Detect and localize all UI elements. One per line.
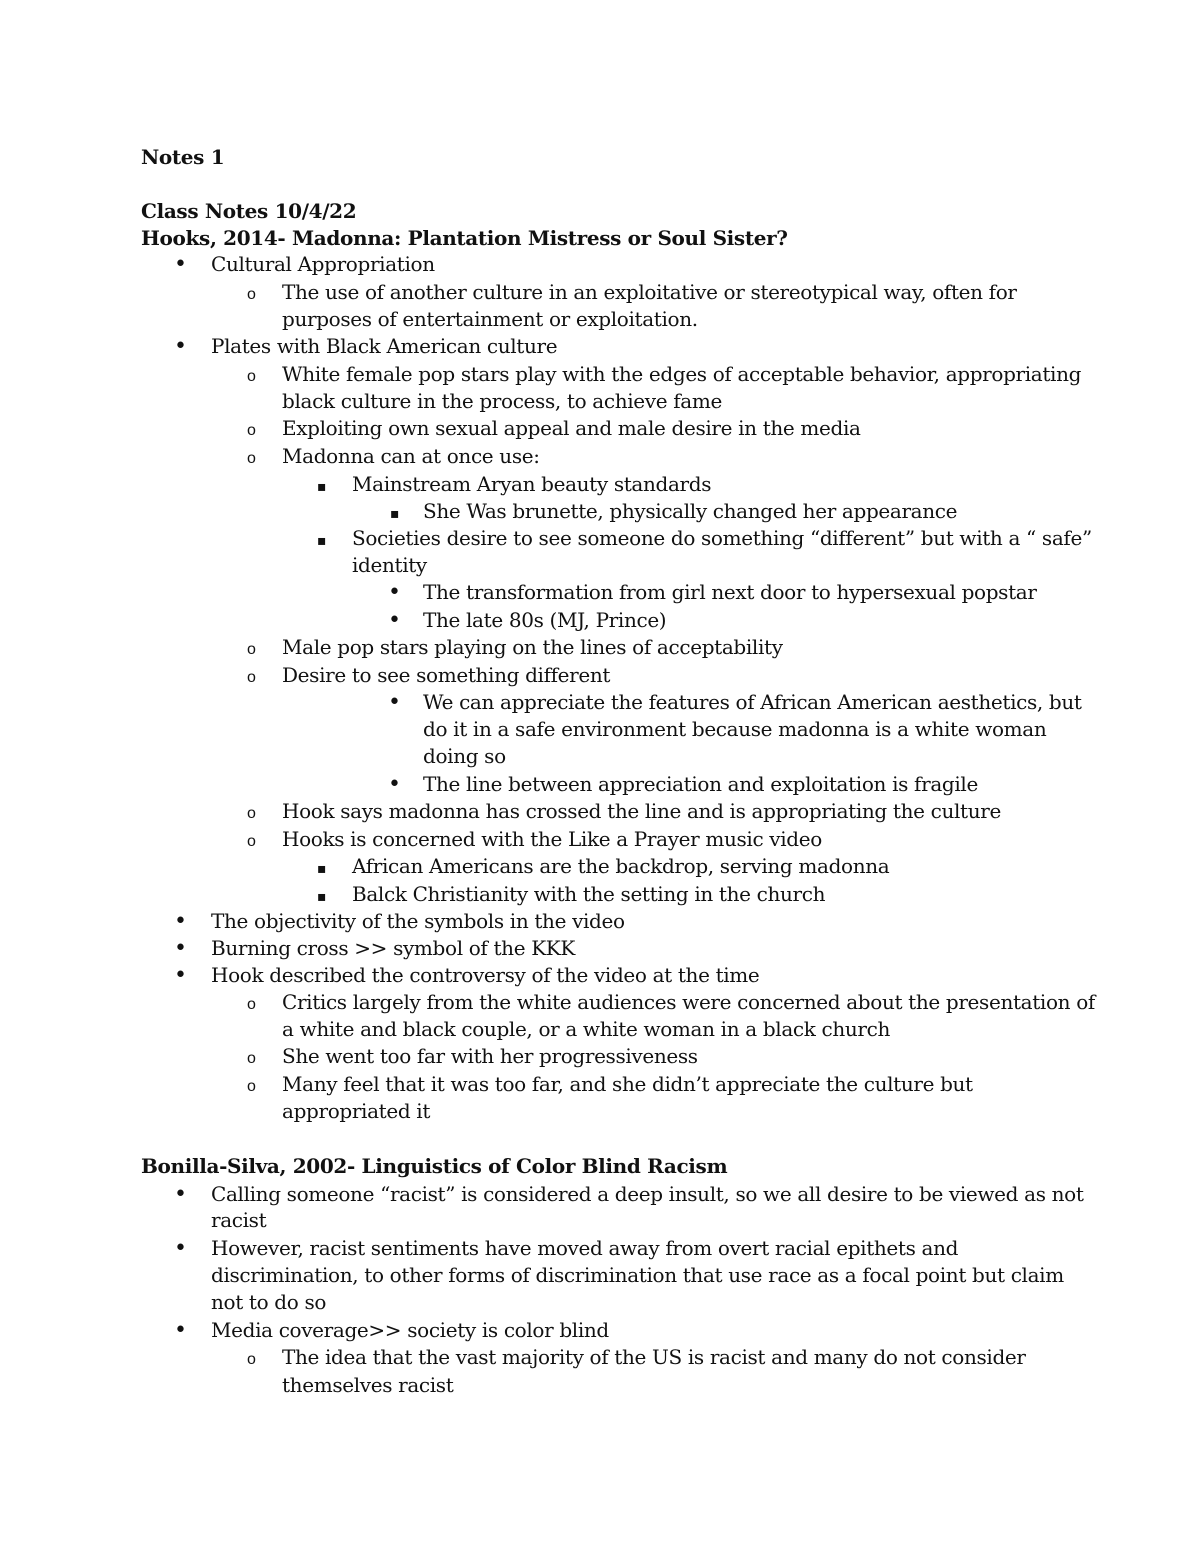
list-item: The idea that the vast majority of the US is racist and many do not consider — [282, 1345, 1026, 1369]
bullet-icon — [388, 689, 401, 716]
bullet-icon — [174, 251, 187, 278]
square-bullet-icon — [317, 881, 327, 911]
list-item: Desire to see something different — [282, 663, 611, 687]
list-item: Hook says madonna has crossed the line and is appropriating the culture — [282, 799, 1001, 823]
list-item-continuation: a white and black couple, or a white woman in a black church — [282, 1017, 891, 1041]
list-item: Hook described the controversy of the video at the time — [211, 963, 760, 987]
bullet-icon — [174, 935, 187, 962]
bullet-icon — [388, 579, 401, 606]
bullet-icon — [174, 1235, 187, 1262]
circle-bullet-icon — [247, 1071, 256, 1100]
circle-bullet-icon — [247, 443, 256, 472]
bullet-icon — [174, 962, 187, 989]
list-item: Exploiting own sexual appeal and male desire in the media — [282, 416, 861, 440]
list-item-continuation: doing so — [423, 744, 506, 768]
list-item: Burning cross >> symbol of the KKK — [211, 936, 575, 960]
section-heading-hooks: Hooks, 2014- Madonna: Plantation Mistress or Soul Sister? — [141, 226, 788, 250]
list-item-continuation: discrimination, to other forms of discrimination that use race as a focal point but claim — [211, 1263, 1064, 1287]
circle-bullet-icon — [247, 1344, 256, 1373]
list-item: Many feel that it was too far, and she didn’t appreciate the culture but — [282, 1072, 973, 1096]
list-item: African Americans are the backdrop, serving madonna — [352, 854, 890, 878]
list-item-continuation: racist — [211, 1208, 267, 1232]
section-heading-bonilla-silva: Bonilla-Silva, 2002- Linguistics of Color Blind Racism — [141, 1154, 728, 1178]
list-item: Balck Christianity with the setting in the church — [352, 882, 826, 906]
page-title: Notes 1 — [141, 145, 225, 169]
list-item: Madonna can at once use: — [282, 444, 540, 468]
list-item: She Was brunette, physically changed her appearance — [423, 499, 958, 523]
list-item: Male pop stars playing on the lines of acceptability — [282, 635, 783, 659]
class-notes-heading: Class Notes 10/4/22 — [141, 199, 357, 223]
square-bullet-icon — [390, 498, 400, 528]
list-item: Cultural Appropriation — [211, 252, 435, 276]
square-bullet-icon — [317, 471, 327, 501]
circle-bullet-icon — [247, 361, 256, 390]
list-item-continuation: identity — [352, 553, 427, 577]
circle-bullet-icon — [247, 634, 256, 663]
circle-bullet-icon — [247, 826, 256, 855]
square-bullet-icon — [317, 853, 327, 883]
circle-bullet-icon — [247, 279, 256, 308]
list-item: The line between appreciation and exploitation is fragile — [423, 772, 978, 796]
list-item: White female pop stars play with the edges of acceptable behavior, appropriating — [282, 362, 1082, 386]
list-item: However, racist sentiments have moved away from overt racial epithets and — [211, 1236, 959, 1260]
list-item: Hooks is concerned with the Like a Prayer music video — [282, 827, 822, 851]
list-item: Media coverage>> society is color blind — [211, 1318, 609, 1342]
bullet-icon — [388, 771, 401, 798]
circle-bullet-icon — [247, 798, 256, 827]
bullet-icon — [388, 607, 401, 634]
list-item-continuation: themselves racist — [282, 1373, 454, 1397]
list-item: We can appreciate the features of African American aesthetics, but — [423, 690, 1082, 714]
circle-bullet-icon — [247, 989, 256, 1018]
list-item: Societies desire to see someone do something “different” but with a “ safe” — [352, 526, 1092, 550]
list-item-continuation: not to do so — [211, 1290, 327, 1314]
list-item: Mainstream Aryan beauty standards — [352, 472, 712, 496]
list-item-continuation: do it in a safe environment because madonna is a white woman — [423, 717, 1047, 741]
bullet-icon — [174, 908, 187, 935]
list-item: The objectivity of the symbols in the video — [211, 909, 625, 933]
list-item: The late 80s (MJ, Prince) — [423, 608, 667, 632]
list-item: She went too far with her progressiveness — [282, 1044, 698, 1068]
list-item-continuation: purposes of entertainment or exploitation. — [282, 307, 698, 331]
list-item-continuation: black culture in the process, to achieve fame — [282, 389, 722, 413]
list-item: The use of another culture in an exploitative or stereotypical way, often for — [282, 280, 1017, 304]
circle-bullet-icon — [247, 415, 256, 444]
bullet-icon — [174, 333, 187, 360]
square-bullet-icon — [317, 525, 327, 555]
list-item: Plates with Black American culture — [211, 334, 558, 358]
circle-bullet-icon — [247, 1043, 256, 1072]
list-item-continuation: appropriated it — [282, 1099, 431, 1123]
bullet-icon — [174, 1317, 187, 1344]
list-item: The transformation from girl next door to hypersexual popstar — [423, 580, 1037, 604]
list-item: Calling someone “racist” is considered a deep insult, so we all desire to be viewed as not — [211, 1182, 1084, 1206]
list-item: Critics largely from the white audiences were concerned about the presentation of — [282, 990, 1095, 1014]
bullet-icon — [174, 1181, 187, 1208]
circle-bullet-icon — [247, 662, 256, 691]
